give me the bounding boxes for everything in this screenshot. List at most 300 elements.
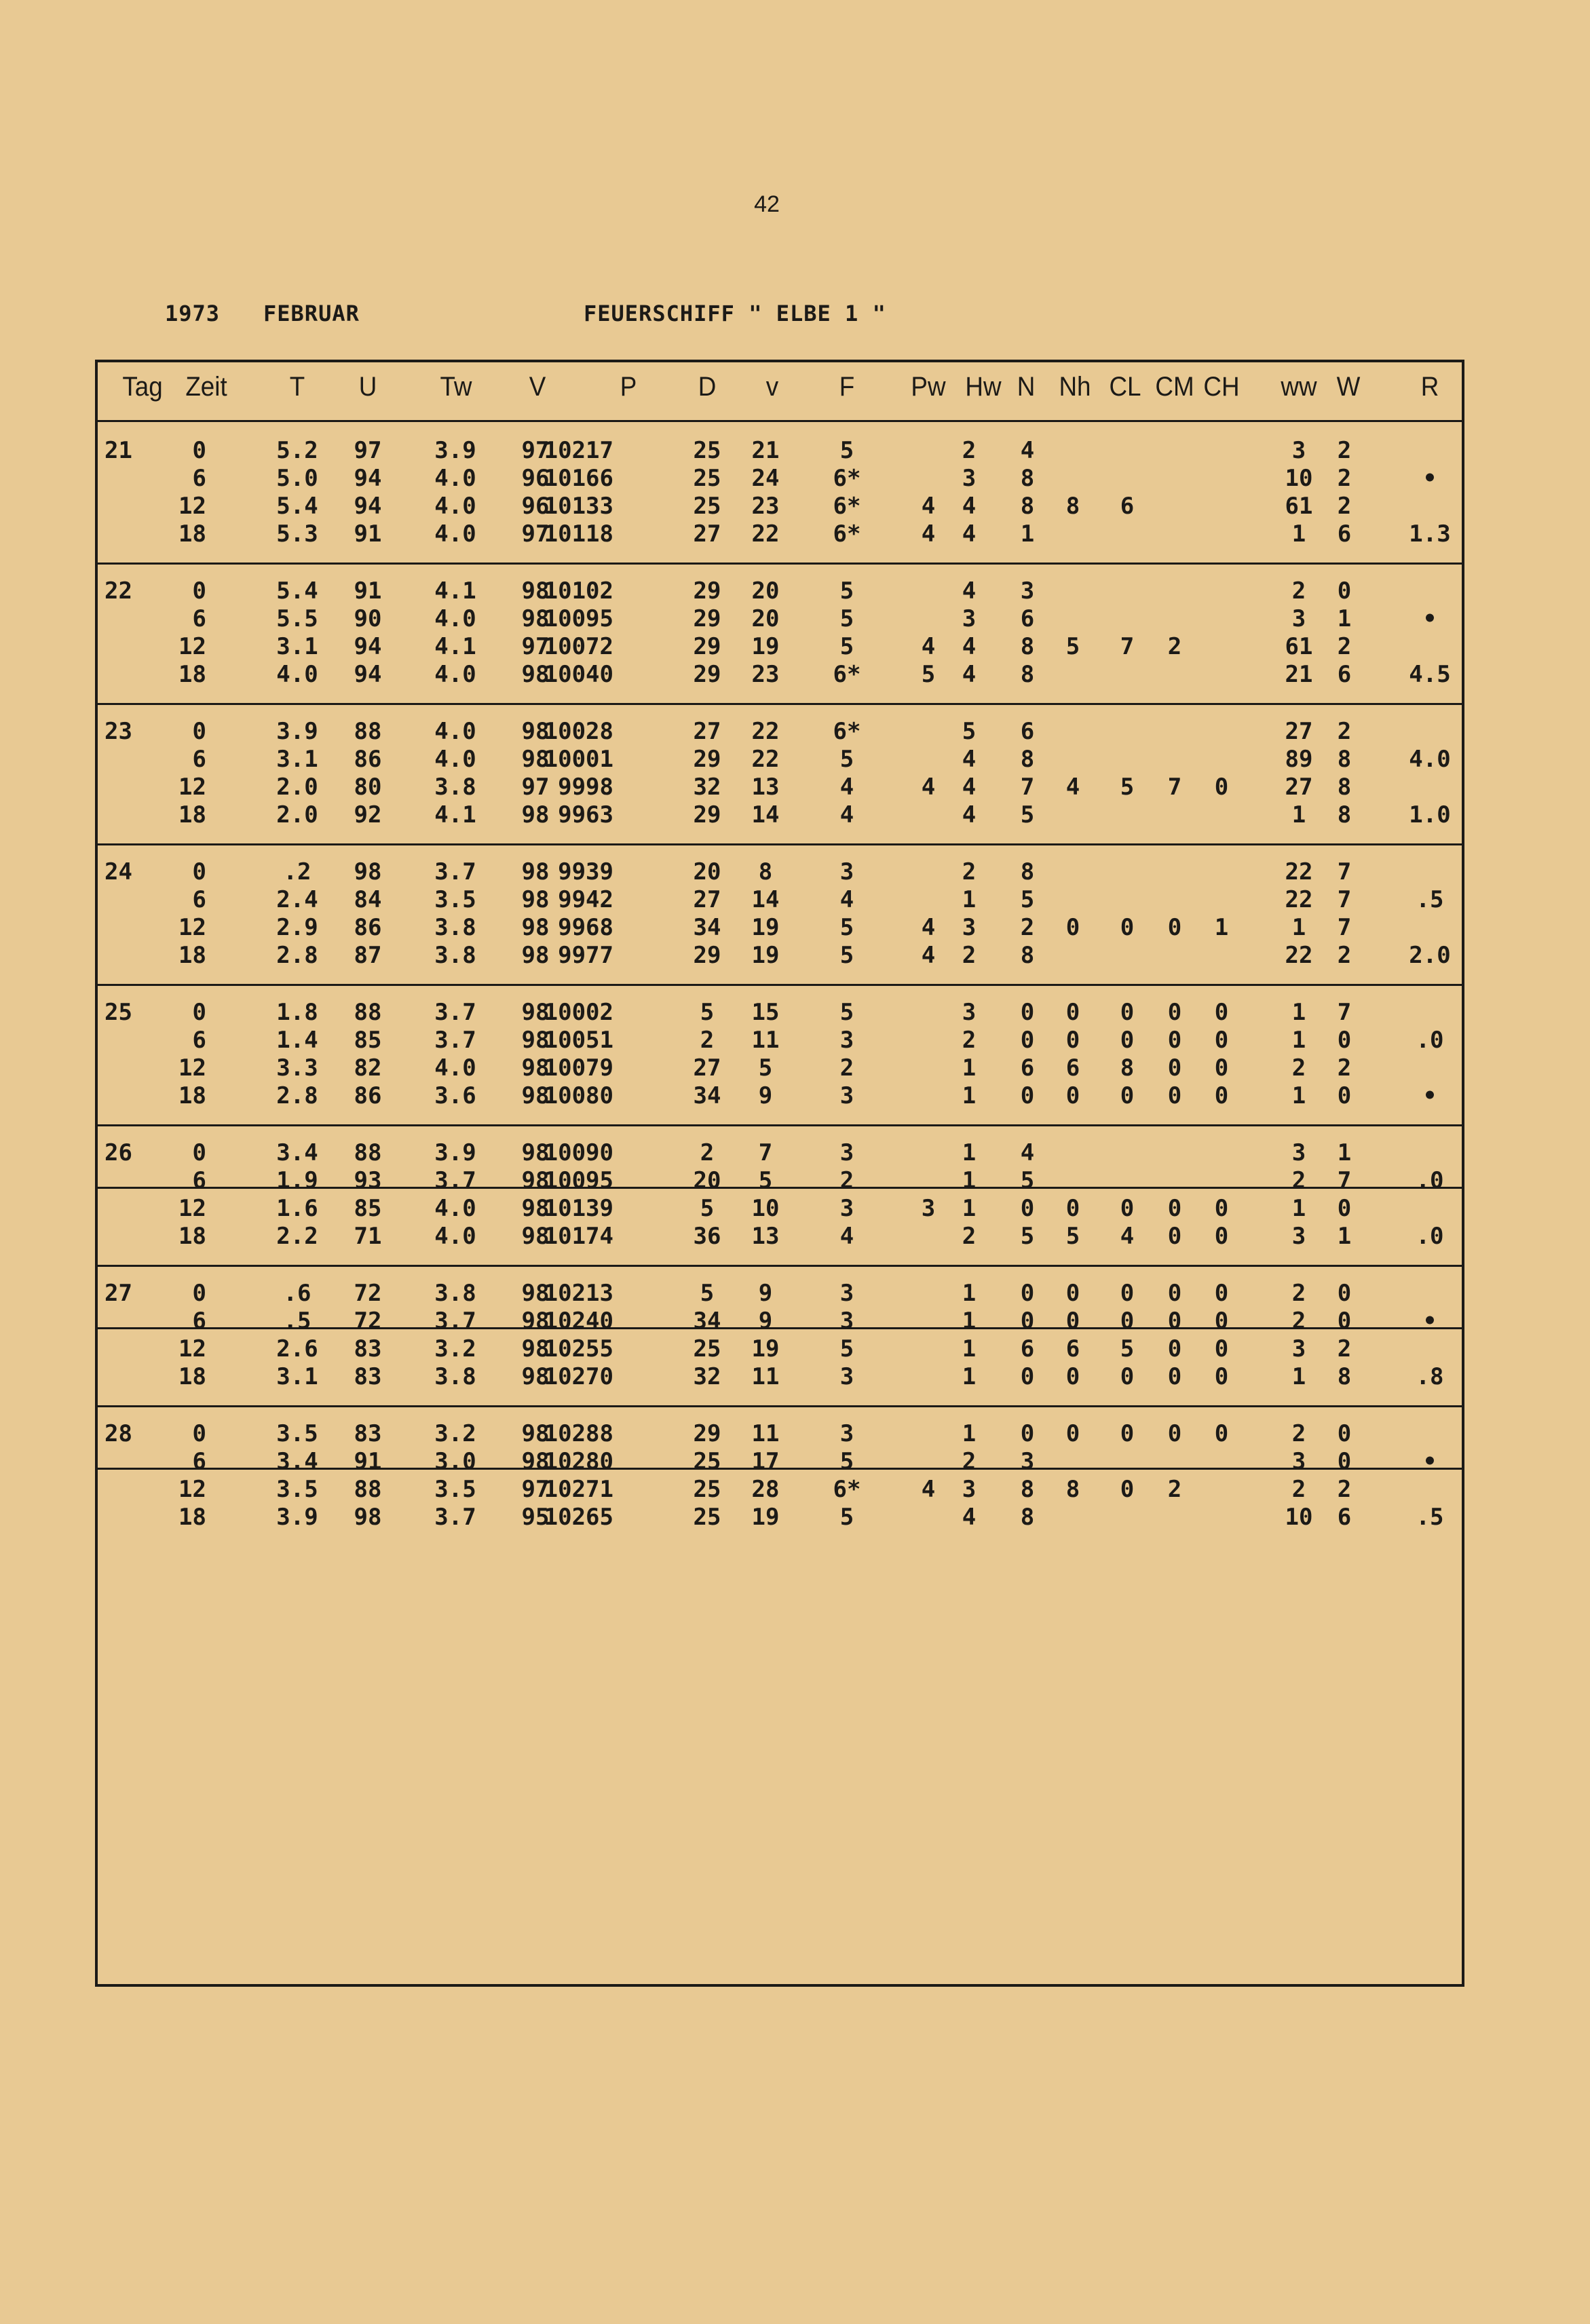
cell-n: 0 [1020, 999, 1035, 1026]
cell-n: 8 [1020, 493, 1035, 520]
cell-f: 2 [839, 1167, 854, 1194]
cell-t: 2.0 [276, 774, 318, 801]
cell-p: 10001 [544, 746, 613, 773]
table-row [98, 1363, 1462, 1391]
cell-t: 3.3 [276, 1054, 318, 1082]
column-header-hw: Hw [965, 372, 1002, 402]
cell-t: 3.1 [276, 746, 318, 773]
cell-u: 83 [354, 1335, 382, 1363]
table-row [98, 577, 1462, 605]
cell-r: • [1422, 605, 1437, 632]
cell-nh: 0 [1065, 999, 1080, 1026]
cell-ch: 0 [1214, 1363, 1229, 1390]
cell-f: 5 [839, 437, 854, 464]
cell-d: 32 [693, 1363, 721, 1390]
cell-ww: 1 [1291, 999, 1306, 1026]
blank-row-separator [98, 1187, 1462, 1189]
cell-n: 3 [1020, 577, 1035, 605]
cell-t: 5.5 [276, 605, 318, 632]
cell-nh: 0 [1065, 1082, 1080, 1109]
table-row [98, 1167, 1462, 1195]
cell-ch: 0 [1214, 1335, 1229, 1363]
cell-nh: 6 [1065, 1054, 1080, 1082]
cell-v: 9 [758, 1082, 773, 1109]
cell-f: 2 [839, 1054, 854, 1082]
blank-row-separator [98, 1468, 1462, 1470]
cell-n: 8 [1020, 1504, 1035, 1531]
cell-v: 97 [521, 1476, 550, 1503]
cell-u: 91 [354, 1448, 382, 1475]
cell-r: 2.0 [1409, 942, 1451, 969]
cell-nh: 8 [1065, 1476, 1080, 1503]
cell-n: 4 [1020, 1139, 1035, 1166]
cell-d: 27 [693, 1054, 721, 1082]
table-row [98, 1082, 1462, 1110]
cell-p: 10166 [544, 465, 613, 492]
cell-hw: 2 [962, 858, 977, 885]
cell-d: 29 [693, 633, 721, 660]
cell-hw: 2 [962, 1448, 977, 1475]
cell-r: 4.5 [1409, 661, 1451, 688]
cell-n: 0 [1020, 1082, 1035, 1109]
column-header-p: P [620, 372, 637, 402]
cell-v: 11 [751, 1420, 780, 1447]
cell-hw: 4 [962, 661, 977, 688]
cell-cl: 0 [1120, 1195, 1135, 1222]
cell-hw: 3 [962, 999, 977, 1026]
cell-d: 20 [693, 858, 721, 885]
table-row [98, 858, 1462, 886]
cell-ww: 22 [1285, 858, 1313, 885]
cell-v: 13 [751, 1223, 780, 1250]
cell-f: 3 [839, 1280, 854, 1307]
cell-t: 1.9 [276, 1167, 318, 1194]
cell-t: 3.5 [276, 1420, 318, 1447]
cell-d: 5 [700, 999, 715, 1026]
day-number: 27 [105, 1280, 132, 1307]
cell-v: 98 [521, 1027, 550, 1054]
cell-f: 3 [839, 1195, 854, 1222]
cell-w: 0 [1337, 1420, 1352, 1447]
cell-w: 7 [1337, 999, 1352, 1026]
cell-cm: 0 [1167, 999, 1182, 1026]
cell-r: .5 [1416, 886, 1444, 913]
cell-w: 0 [1337, 1082, 1352, 1109]
cell-tw: 3.7 [434, 858, 476, 885]
cell-f: 6* [833, 520, 861, 548]
cell-d: 20 [693, 1167, 721, 1194]
cell-ww: 3 [1291, 1139, 1306, 1166]
cell-hw: 3 [962, 605, 977, 632]
cell-v: 5 [758, 1054, 773, 1082]
cell-w: 8 [1337, 774, 1352, 801]
cell-nh: 0 [1065, 1420, 1080, 1447]
cell-w: 8 [1337, 1363, 1352, 1390]
column-header-t: T [289, 372, 305, 402]
cell-cl: 0 [1120, 1308, 1135, 1335]
cell-v: 19 [751, 942, 780, 969]
cell-ch: 0 [1214, 1027, 1229, 1054]
cell-zeit: 0 [192, 858, 206, 885]
cell-v: 98 [521, 1054, 550, 1082]
cell-n: 7 [1020, 774, 1035, 801]
cell-ww: 89 [1285, 746, 1313, 773]
cell-v: 11 [751, 1363, 780, 1390]
cell-v: 98 [521, 1139, 550, 1166]
cell-tw: 3.7 [434, 1167, 476, 1194]
cell-ww: 3 [1291, 1335, 1306, 1363]
cell-d: 25 [693, 1448, 721, 1475]
cell-d: 29 [693, 746, 721, 773]
cell-n: 6 [1020, 718, 1035, 745]
cell-cm: 0 [1167, 1335, 1182, 1363]
table-row [98, 718, 1462, 746]
cell-hw: 4 [962, 633, 977, 660]
cell-u: 94 [354, 465, 382, 492]
cell-d: 32 [693, 774, 721, 801]
cell-pw: 4 [921, 942, 936, 969]
cell-ww: 1 [1291, 1363, 1306, 1390]
cell-t: 2.8 [276, 1082, 318, 1109]
cell-ch: 0 [1214, 1195, 1229, 1222]
cell-ch: 0 [1214, 1308, 1229, 1335]
cell-n: 0 [1020, 1308, 1035, 1335]
table-row [98, 437, 1462, 465]
cell-nh: 0 [1065, 1280, 1080, 1307]
cell-f: 4 [839, 886, 854, 913]
cell-w: 0 [1337, 1448, 1352, 1475]
cell-hw: 1 [962, 1139, 977, 1166]
day-number: 22 [105, 577, 132, 605]
table-row [98, 661, 1462, 689]
cell-d: 27 [693, 520, 721, 548]
cell-u: 86 [354, 1082, 382, 1109]
cell-zeit: 18 [178, 1223, 206, 1250]
cell-n: 0 [1020, 1420, 1035, 1447]
cell-ww: 3 [1291, 1223, 1306, 1250]
day-separator [98, 563, 1462, 565]
cell-ww: 10 [1285, 1504, 1313, 1531]
cell-f: 6* [833, 465, 861, 492]
cell-u: 83 [354, 1363, 382, 1390]
column-header-ch: CH [1203, 372, 1240, 402]
cell-cl: 0 [1120, 1082, 1135, 1109]
cell-p: 10270 [544, 1363, 613, 1390]
cell-t: 2.9 [276, 914, 318, 941]
cell-hw: 4 [962, 801, 977, 828]
cell-cl: 5 [1120, 774, 1135, 801]
cell-f: 3 [839, 1308, 854, 1335]
cell-tw: 3.8 [434, 942, 476, 969]
cell-hw: 3 [962, 914, 977, 941]
cell-w: 2 [1337, 633, 1352, 660]
cell-u: 87 [354, 942, 382, 969]
cell-p: 10002 [544, 999, 613, 1026]
cell-pw: 4 [921, 1476, 936, 1503]
cell-w: 8 [1337, 801, 1352, 828]
cell-p: 10139 [544, 1195, 613, 1222]
table-row [98, 1504, 1462, 1531]
cell-d: 29 [693, 801, 721, 828]
cell-pw: 3 [921, 1195, 936, 1222]
cell-tw: 3.8 [434, 774, 476, 801]
cell-t: 5.3 [276, 520, 318, 548]
table-row [98, 1195, 1462, 1223]
cell-w: 6 [1337, 661, 1352, 688]
cell-hw: 1 [962, 1363, 977, 1390]
cell-hw: 4 [962, 746, 977, 773]
cell-p: 10040 [544, 661, 613, 688]
cell-hw: 4 [962, 774, 977, 801]
cell-pw: 4 [921, 633, 936, 660]
cell-p: 10028 [544, 718, 613, 745]
cell-tw: 3.6 [434, 1082, 476, 1109]
cell-cl: 0 [1120, 1280, 1135, 1307]
cell-tw: 3.5 [434, 886, 476, 913]
cell-n: 0 [1020, 1280, 1035, 1307]
day-separator [98, 984, 1462, 986]
cell-p: 10133 [544, 493, 613, 520]
cell-u: 97 [354, 437, 382, 464]
cell-v: 19 [751, 1504, 780, 1531]
cell-v: 28 [751, 1476, 780, 1503]
cell-cl: 0 [1120, 1027, 1135, 1054]
cell-ch: 1 [1214, 914, 1229, 941]
cell-w: 0 [1337, 1195, 1352, 1222]
cell-f: 3 [839, 858, 854, 885]
cell-zeit: 12 [178, 774, 206, 801]
table-row [98, 1448, 1462, 1476]
cell-p: 10079 [544, 1054, 613, 1082]
cell-t: 5.0 [276, 465, 318, 492]
cell-cm: 0 [1167, 1054, 1182, 1082]
column-header-d: D [698, 372, 717, 402]
cell-t: 2.6 [276, 1335, 318, 1363]
cell-t: 2.8 [276, 942, 318, 969]
cell-v: 96 [521, 465, 550, 492]
cell-u: 91 [354, 577, 382, 605]
cell-t: 3.5 [276, 1476, 318, 1503]
cell-f: 4 [839, 774, 854, 801]
cell-w: 2 [1337, 493, 1352, 520]
cell-zeit: 6 [192, 1448, 206, 1475]
cell-r: .0 [1416, 1223, 1444, 1250]
cell-w: 2 [1337, 718, 1352, 745]
cell-d: 25 [693, 493, 721, 520]
cell-zeit: 12 [178, 1335, 206, 1363]
cell-t: 3.4 [276, 1448, 318, 1475]
cell-ww: 2 [1291, 1420, 1306, 1447]
cell-u: 94 [354, 493, 382, 520]
cell-p: 9942 [558, 886, 613, 913]
cell-n: 8 [1020, 1476, 1035, 1503]
cell-v: 10 [751, 1195, 780, 1222]
cell-w: 0 [1337, 577, 1352, 605]
cell-zeit: 18 [178, 1504, 206, 1531]
cell-cm: 0 [1167, 1363, 1182, 1390]
observation-table [95, 360, 1464, 1987]
cell-v: 19 [751, 1335, 780, 1363]
cell-u: 86 [354, 914, 382, 941]
cell-ww: 1 [1291, 520, 1306, 548]
cell-v: 98 [521, 1082, 550, 1109]
cell-r: 1.0 [1409, 801, 1451, 828]
cell-d: 5 [700, 1195, 715, 1222]
cell-d: 34 [693, 1082, 721, 1109]
cell-f: 5 [839, 577, 854, 605]
cell-nh: 0 [1065, 914, 1080, 941]
cell-t: 3.9 [276, 718, 318, 745]
cell-p: 10280 [544, 1448, 613, 1475]
cell-tw: 4.0 [434, 465, 476, 492]
cell-u: 88 [354, 1139, 382, 1166]
cell-f: 3 [839, 1363, 854, 1390]
table-row [98, 999, 1462, 1027]
cell-p: 10118 [544, 520, 613, 548]
cell-v: 98 [521, 1335, 550, 1363]
cell-ww: 2 [1291, 577, 1306, 605]
cell-zeit: 0 [192, 718, 206, 745]
cell-v: 98 [521, 1223, 550, 1250]
cell-ww: 22 [1285, 942, 1313, 969]
table-row [98, 633, 1462, 661]
cell-p: 10051 [544, 1027, 613, 1054]
cell-d: 5 [700, 1280, 715, 1307]
cell-w: 1 [1337, 605, 1352, 632]
cell-d: 25 [693, 1504, 721, 1531]
cell-f: 6* [833, 718, 861, 745]
day-number: 21 [105, 437, 132, 464]
cell-zeit: 6 [192, 886, 206, 913]
cell-d: 29 [693, 942, 721, 969]
cell-zeit: 18 [178, 661, 206, 688]
cell-n: 8 [1020, 661, 1035, 688]
cell-n: 1 [1020, 520, 1035, 548]
table-row [98, 1308, 1462, 1335]
cell-t: .5 [283, 1308, 311, 1335]
cell-n: 0 [1020, 1027, 1035, 1054]
cell-r: .0 [1416, 1027, 1444, 1054]
cell-v: 22 [751, 718, 780, 745]
cell-t: 5.4 [276, 577, 318, 605]
cell-hw: 1 [962, 1280, 977, 1307]
cell-u: 85 [354, 1195, 382, 1222]
cell-n: 3 [1020, 1448, 1035, 1475]
cell-cm: 0 [1167, 1195, 1182, 1222]
cell-v: 98 [521, 605, 550, 632]
cell-r: 4.0 [1409, 746, 1451, 773]
cell-p: 10240 [544, 1308, 613, 1335]
table-row [98, 1420, 1462, 1448]
cell-pw: 4 [921, 774, 936, 801]
cell-hw: 1 [962, 1054, 977, 1082]
cell-tw: 3.5 [434, 1476, 476, 1503]
cell-ch: 0 [1214, 774, 1229, 801]
cell-ww: 2 [1291, 1054, 1306, 1082]
cell-d: 2 [700, 1139, 715, 1166]
cell-v: 98 [521, 577, 550, 605]
cell-hw: 2 [962, 1223, 977, 1250]
cell-hw: 1 [962, 1420, 977, 1447]
cell-u: 98 [354, 858, 382, 885]
cell-nh: 0 [1065, 1195, 1080, 1222]
cell-tw: 4.0 [434, 493, 476, 520]
cell-v: 98 [521, 1280, 550, 1307]
cell-u: 94 [354, 661, 382, 688]
cell-f: 5 [839, 605, 854, 632]
cell-zeit: 18 [178, 1082, 206, 1109]
cell-n: 5 [1020, 886, 1035, 913]
cell-w: 7 [1337, 914, 1352, 941]
cell-v: 98 [521, 914, 550, 941]
cell-v: 7 [758, 1139, 773, 1166]
cell-ww: 2 [1291, 1280, 1306, 1307]
cell-w: 1 [1337, 1223, 1352, 1250]
cell-ww: 10 [1285, 465, 1313, 492]
cell-u: 88 [354, 718, 382, 745]
cell-t: 2.2 [276, 1223, 318, 1250]
cell-v: 98 [521, 1420, 550, 1447]
cell-u: 72 [354, 1308, 382, 1335]
cell-v: 98 [521, 661, 550, 688]
cell-n: 5 [1020, 1167, 1035, 1194]
cell-ww: 3 [1291, 437, 1306, 464]
cell-zeit: 12 [178, 633, 206, 660]
cell-r: • [1422, 1082, 1437, 1109]
cell-tw: 3.0 [434, 1448, 476, 1475]
cell-p: 10072 [544, 633, 613, 660]
cell-v: 95 [521, 1504, 550, 1531]
cell-d: 29 [693, 577, 721, 605]
header-ship: FEUERSCHIFF " ELBE 1 " [584, 301, 886, 326]
cell-zeit: 0 [192, 1280, 206, 1307]
cell-hw: 1 [962, 1167, 977, 1194]
cell-tw: 4.0 [434, 718, 476, 745]
cell-tw: 3.7 [434, 1308, 476, 1335]
cell-f: 6* [833, 1476, 861, 1503]
cell-hw: 1 [962, 886, 977, 913]
header-year: 1973 [165, 301, 221, 326]
cell-tw: 4.1 [434, 577, 476, 605]
column-header-w: W [1336, 372, 1361, 402]
cell-r: • [1422, 465, 1437, 492]
cell-hw: 1 [962, 1195, 977, 1222]
cell-ww: 22 [1285, 886, 1313, 913]
column-header-cm: CM [1155, 372, 1194, 402]
cell-v: 98 [521, 942, 550, 969]
cell-ww: 1 [1291, 914, 1306, 941]
cell-p: 10102 [544, 577, 613, 605]
column-header-r: R [1420, 372, 1439, 402]
cell-v: 20 [751, 605, 780, 632]
cell-nh: 0 [1065, 1027, 1080, 1054]
cell-v: 98 [521, 746, 550, 773]
day-separator [98, 1265, 1462, 1267]
cell-tw: 4.1 [434, 633, 476, 660]
cell-v: 98 [521, 886, 550, 913]
cell-cl: 0 [1120, 914, 1135, 941]
cell-t: 2.0 [276, 801, 318, 828]
cell-n: 0 [1020, 1363, 1035, 1390]
column-header-u: U [358, 372, 377, 402]
table-row [98, 605, 1462, 633]
cell-u: 91 [354, 520, 382, 548]
cell-cm: 0 [1167, 1082, 1182, 1109]
column-header-tw: Tw [440, 372, 472, 402]
cell-ww: 2 [1291, 1167, 1306, 1194]
cell-pw: 4 [921, 493, 936, 520]
cell-d: 29 [693, 1420, 721, 1447]
